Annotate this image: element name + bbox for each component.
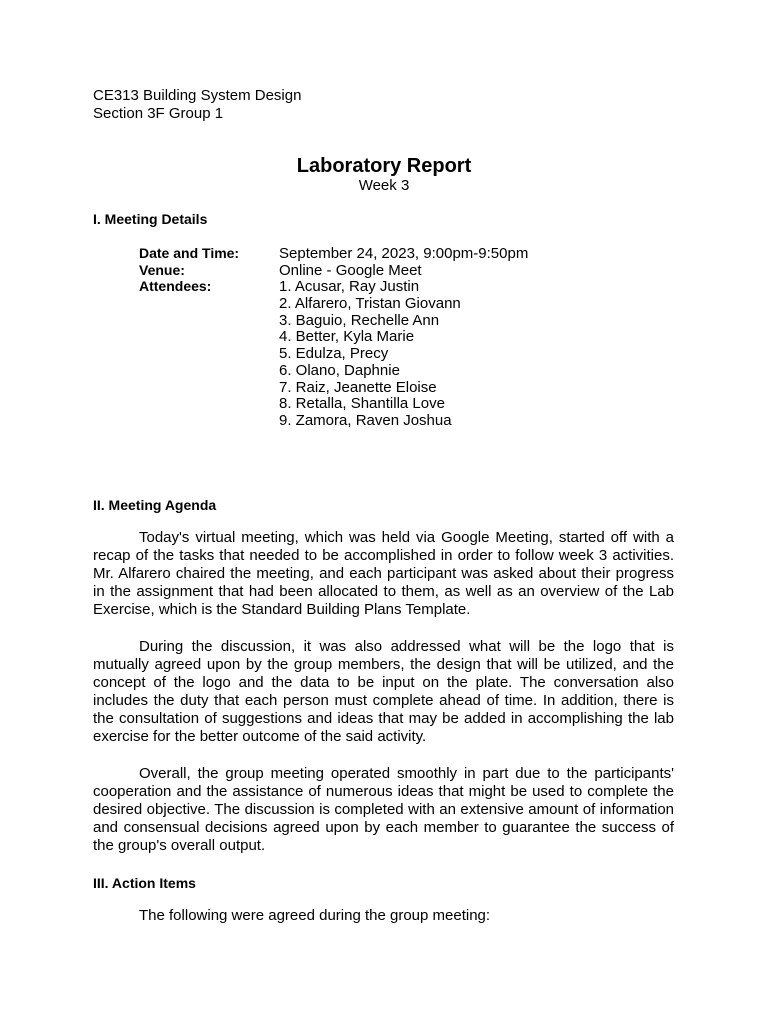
meeting-details-heading: I. Meeting Details	[93, 211, 208, 227]
course-title: CE313 Building System Design	[93, 87, 302, 104]
attendee-item: 2. Alfarero, Tristan Giovann	[279, 295, 461, 313]
venue-row	[139, 262, 659, 279]
attendee-item: 7. Raiz, Jeanette Eloise	[279, 378, 437, 396]
venue-label: Venue:	[139, 261, 185, 278]
attendee-item: 9. Zamora, Raven Joshua	[279, 411, 452, 429]
agenda-paragraph: Overall, the group meeting operated smoothly in part due to the participants' cooperation and the assistance of numerous ideas that might be used to complete the desired objective. The discussion is completed with an extensive amount of information and consensual decisions agreed upon by each member to guarantee the success of the group's overall output.	[93, 765, 674, 855]
attendee-item: 1. Acusar, Ray Justin	[279, 278, 420, 296]
meeting-agenda-heading: II. Meeting Agenda	[93, 497, 217, 513]
report-title: Laboratory Report	[296, 155, 472, 177]
attendee-item: 3. Baguio, Rechelle Ann	[279, 311, 440, 329]
attendee-item: 6. Olano, Daphnie	[279, 361, 400, 379]
attendees-row	[139, 278, 659, 428]
attendee-list	[279, 278, 659, 428]
attendees-value	[279, 278, 659, 428]
venue-value: Online - Google Meet	[279, 261, 422, 279]
date-time-row	[139, 245, 659, 262]
attendee-item: 8. Retalla, Shantilla Love	[279, 395, 445, 413]
date-time-label: Date and Time:	[139, 245, 240, 261]
agenda-paragraph: Today's virtual meeting, which was held via Google Meeting, started off with a recap of the tasks that needed to be accomplished in order to follow week 3 activities. Mr. Alfarero chaired the meeting, and each participant was asked about their progress in the assignment that had been allocated to them, as well as an overview of the Lab Exercise, which is the Standard Building Plans Template.	[93, 529, 674, 619]
agenda-paragraph: During the discussion, it was also addressed what will be the logo that is mutually agreed upon by the group members, the design that will be utilized, and the concept of the logo and the data to be input on the plate. The conversation also includes the duty that each person must complete ahead of time. In addition, there is the consultation of suggestions and ideas that may be added in accomplishing the lab exercise for the better outcome of the said activity.	[93, 638, 674, 746]
action-items-heading: III. Action Items	[93, 875, 196, 891]
attendee-item: 4. Better, Kyla Marie	[279, 328, 415, 346]
attendee-item: 5. Edulza, Precy	[279, 345, 389, 363]
report-subtitle: Week 3	[358, 177, 410, 194]
attendees-label: Attendees:	[139, 278, 212, 295]
date-time-value: September 24, 2023, 9:00pm-9:50pm	[279, 245, 529, 262]
meeting-details-block	[139, 245, 659, 429]
section-group: Section 3F Group 1	[93, 105, 224, 122]
action-items-intro: The following were agreed during the group meeting:	[139, 907, 491, 924]
